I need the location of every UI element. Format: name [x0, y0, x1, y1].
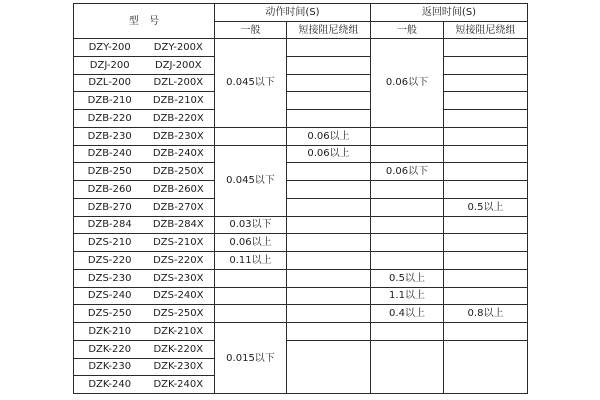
return-general-cell: [371, 323, 444, 341]
model-a: DZB-230: [87, 130, 132, 142]
model-a: DZS-230: [87, 272, 132, 284]
table-row: [74, 92, 528, 110]
model-header: 型 号: [74, 4, 215, 39]
action-damped-cell: [287, 216, 371, 234]
return-general-cell: 0.06以下: [371, 163, 444, 181]
return-damped-cell: [444, 234, 528, 252]
table-row: [74, 234, 528, 252]
action-damped-cell: [287, 269, 371, 287]
return-general-cell: 0.5以上: [371, 269, 444, 287]
model-a: DZS-250: [87, 308, 132, 320]
table-row: [74, 198, 528, 216]
model-b: DZY-200X: [153, 41, 203, 53]
model-cell: [74, 145, 215, 163]
return-general-cell: 1.1以上: [371, 287, 444, 305]
model-b: DZK-220X: [153, 343, 204, 355]
action-damped-cell: [287, 234, 371, 252]
header-row-groups: [74, 4, 528, 22]
table-row: [74, 269, 528, 287]
return-general-cell: [371, 252, 444, 270]
model-b: DZB-230X: [152, 130, 204, 142]
model-cell: [74, 92, 215, 110]
model-cell: [74, 376, 215, 394]
model-b: DZS-240X: [153, 290, 204, 302]
action-damped-cell: 0.06以上: [287, 145, 371, 163]
model-a: DZB-240: [87, 148, 132, 160]
return-time-header: 返回时间(S): [371, 4, 528, 22]
model-cell: [74, 269, 215, 287]
model-a: DZS-210: [87, 237, 132, 249]
table-row: [74, 74, 528, 92]
model-a: DZK-220: [88, 343, 132, 355]
model-b: DZJ-200X: [154, 59, 202, 71]
return-damped-cell: [444, 74, 528, 92]
return-general-cell: [371, 340, 444, 393]
return-damped-cell: [444, 127, 528, 145]
model-a: DZK-230: [88, 361, 132, 373]
return-damped-cell: [444, 39, 528, 57]
model-cell: [74, 287, 215, 305]
return-damped-cell: [444, 110, 528, 128]
model-b: DZB-250X: [152, 166, 204, 178]
model-cell: [74, 358, 215, 376]
table-row: [74, 56, 528, 74]
return-damped-cell: [444, 269, 528, 287]
action-general-cell: [215, 127, 287, 145]
model-cell: [74, 216, 215, 234]
return-damped-header: 短接阻尼绕组: [444, 22, 528, 39]
model-b: DZS-220X: [153, 254, 204, 266]
model-b: DZS-210X: [153, 237, 204, 249]
action-time-header: 动作时间(S): [215, 4, 371, 22]
table-row: [74, 340, 528, 358]
action-damped-cell: [287, 287, 371, 305]
model-cell: [74, 252, 215, 270]
table-row: [74, 39, 528, 57]
return-general-cell: [371, 127, 444, 145]
return-general-header: 一般: [371, 22, 444, 39]
action-general-cell: 0.06以上: [215, 234, 287, 252]
action-general-cell: [215, 287, 287, 305]
return-damped-cell: 0.5以上: [444, 198, 528, 216]
model-cell: [74, 198, 215, 216]
model-a: DZB-270: [87, 201, 132, 213]
return-damped-cell: [444, 340, 528, 393]
return-general-cell: 0.4以上: [371, 305, 444, 323]
action-damped-cell: [287, 323, 371, 341]
model-b: DZB-260X: [152, 183, 204, 195]
return-general-cell: [371, 234, 444, 252]
table-header: [74, 4, 528, 39]
model-cell: [74, 56, 215, 74]
table-row: [74, 110, 528, 128]
table-row: [74, 323, 528, 341]
table-row: [74, 287, 528, 305]
action-damped-header: 短接阻尼绕组: [287, 22, 371, 39]
model-cell: [74, 340, 215, 358]
table-row: [74, 145, 528, 163]
model-b: DZB-284X: [152, 219, 204, 231]
model-b: DZB-270X: [152, 201, 204, 213]
action-general-cell: 0.045以下: [215, 145, 287, 216]
model-a: DZB-250: [87, 166, 132, 178]
table-row: [74, 216, 528, 234]
model-cell: [74, 110, 215, 128]
model-cell: [74, 127, 215, 145]
action-general-cell: 0.03以下: [215, 216, 287, 234]
model-a: DZB-284: [87, 219, 132, 231]
action-general-header: 一般: [215, 22, 287, 39]
table-row: [74, 181, 528, 199]
return-damped-cell: [444, 287, 528, 305]
model-cell: [74, 181, 215, 199]
return-damped-cell: [444, 252, 528, 270]
action-general-cell: [215, 305, 287, 323]
return-damped-cell: [444, 92, 528, 110]
action-damped-cell: [287, 110, 371, 128]
table-row: [74, 127, 528, 145]
action-damped-cell: [287, 252, 371, 270]
action-damped-cell: [287, 340, 371, 393]
model-a: DZB-210: [87, 95, 132, 107]
action-general-cell: 0.11以上: [215, 252, 287, 270]
table-row: [74, 305, 528, 323]
model-cell: [74, 74, 215, 92]
action-general-cell: 0.015以下: [215, 323, 287, 394]
model-b: DZB-220X: [152, 112, 204, 124]
action-general-cell: 0.045以下: [215, 39, 287, 128]
model-cell: [74, 234, 215, 252]
action-damped-cell: [287, 305, 371, 323]
return-damped-cell: [444, 145, 528, 163]
model-a: DZK-240: [88, 379, 132, 391]
model-cell: [74, 39, 215, 57]
model-a: DZL-200: [88, 77, 132, 89]
model-b: DZB-240X: [152, 148, 204, 160]
action-damped-cell: [287, 56, 371, 74]
model-a: DZY-200: [88, 41, 131, 53]
table-body: [74, 39, 528, 394]
action-damped-cell: [287, 163, 371, 181]
model-a: DZS-240: [87, 290, 132, 302]
model-a: DZB-260: [87, 183, 132, 195]
model-a: DZS-220: [87, 254, 132, 266]
return-damped-cell: [444, 56, 528, 74]
spec-table: [73, 3, 528, 394]
return-damped-cell: [444, 216, 528, 234]
model-b: DZS-250X: [153, 308, 204, 320]
action-damped-cell: [287, 181, 371, 199]
action-damped-cell: 0.06以上: [287, 127, 371, 145]
return-general-cell: [371, 145, 444, 163]
model-b: DZK-240X: [153, 379, 204, 391]
return-damped-cell: [444, 163, 528, 181]
action-general-cell: [215, 269, 287, 287]
model-b: DZK-210X: [153, 325, 204, 337]
return-damped-cell: [444, 323, 528, 341]
model-b: DZB-210X: [152, 95, 204, 107]
table-row: [74, 252, 528, 270]
model-a: DZK-210: [88, 325, 132, 337]
action-damped-cell: [287, 92, 371, 110]
model-a: DZB-220: [87, 112, 132, 124]
model-b: DZK-230X: [153, 361, 204, 373]
model-b: DZL-200X: [153, 77, 204, 89]
return-damped-cell: [444, 181, 528, 199]
return-general-cell: [371, 216, 444, 234]
action-damped-cell: [287, 39, 371, 57]
return-damped-cell: 0.8以上: [444, 305, 528, 323]
return-general-cell: [371, 181, 444, 199]
model-b: DZS-230X: [153, 272, 204, 284]
action-damped-cell: [287, 74, 371, 92]
table-row: [74, 163, 528, 181]
model-cell: [74, 163, 215, 181]
model-a: DZJ-200: [89, 59, 130, 71]
action-damped-cell: [287, 198, 371, 216]
model-cell: [74, 323, 215, 341]
return-general-cell: [371, 198, 444, 216]
model-cell: [74, 305, 215, 323]
return-general-cell: 0.06以下: [371, 39, 444, 128]
